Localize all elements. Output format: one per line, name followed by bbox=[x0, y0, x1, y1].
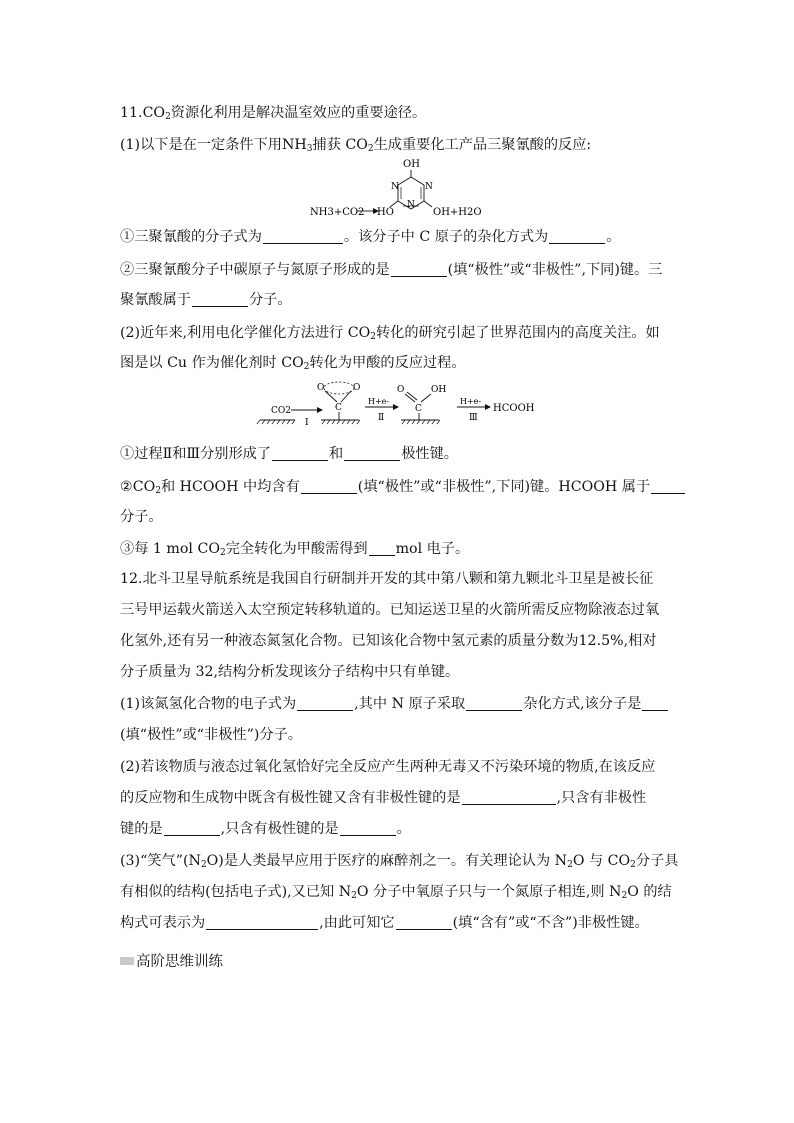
arrow-head-2 bbox=[393, 404, 399, 410]
ho-label: HO bbox=[377, 207, 394, 218]
section-header bbox=[120, 952, 223, 972]
oh-label: OH bbox=[431, 385, 447, 395]
section-marker-icon bbox=[120, 957, 134, 965]
arrow-head-3 bbox=[485, 404, 491, 410]
q12-part3-line1: (3)“笑气$”(N_2O)$是人类最早应用于医疗的麻醉剂之一。有关理论认为 $N_2O$ 与 $CO_2$分子具 bbox=[120, 853, 679, 870]
q12-part3-line3: 构式可表示为 ,由此可知它 (填“含有”或“不含”)非极性键。 bbox=[120, 915, 649, 931]
section-title: 高阶思维训练 bbox=[136, 954, 223, 970]
co2-reduction-process-diagram bbox=[255, 378, 545, 438]
hcooh-label: HCOOH bbox=[493, 403, 535, 414]
c-label-2: C bbox=[415, 404, 422, 414]
q12-part2-line1: (2)若该物质与液态过氧化氢恰好完全反应产生两种无毒又不污染环境的物质,在该反应 bbox=[120, 759, 656, 775]
q11-part1-intro: (1)以下是在一定条件下用$NH_3$捕获 $CO_2$生成重要化工产品三聚氰酸的反应: bbox=[120, 137, 592, 154]
q12-part1: (1)该氮氢化合物的电子式为 ,其中 N 原子采取 杂化方式,该分子是 bbox=[120, 694, 669, 714]
answer-blank-hybridization[interactable] bbox=[549, 229, 605, 244]
answer-blank-common-bond[interactable] bbox=[301, 479, 357, 494]
oh-top-label: OH bbox=[403, 159, 420, 170]
answer-blank-polar-only[interactable] bbox=[340, 821, 396, 836]
n-right-label: N bbox=[425, 182, 433, 192]
cyanuric-acid-reaction-diagram bbox=[305, 155, 505, 223]
step3-label: Ⅲ bbox=[469, 413, 478, 423]
q11-part2-item3: ③每 1 mol $CO_2$完全转化为甲酸需得到 mol 电子。 bbox=[120, 541, 470, 558]
q12-stem-line3: 化氢外,还有另一种液态氮氢化合物。已知该化合物中氢元素的质量分数为12.5%,相对 bbox=[120, 633, 657, 649]
q11-part2-intro: (2)近年来,利用电化学催化方法进行 $CO_2$转化的研究引起了世界范围内的高度关注。如 bbox=[120, 325, 660, 342]
surface-hatch-3 bbox=[402, 420, 440, 424]
answer-blank-molecule-type[interactable] bbox=[192, 292, 248, 307]
q12-part2-line2: 的反应物和生成物中既含有极性键又含有非极性键的是 ,只含有非极性 bbox=[120, 790, 647, 806]
answer-blank-step2-bond[interactable] bbox=[272, 446, 328, 461]
q11-part2-item1: ①过程Ⅱ和Ⅲ分别形成了 和 极性键。 bbox=[120, 446, 458, 462]
q12-stem-line1: 12.北斗卫星导航系统是我国自行研制并开发的其中第八颗和第九颗北斗卫星是被长征 bbox=[120, 571, 654, 587]
co2-label: CO2 bbox=[271, 406, 291, 416]
answer-blank-hcooh-type[interactable] bbox=[651, 479, 685, 494]
answer-blank-step3-bond[interactable] bbox=[344, 446, 400, 461]
answer-blank-electron-formula[interactable] bbox=[297, 696, 353, 711]
surface-hatch-1 bbox=[257, 420, 295, 424]
answer-blank-formula[interactable] bbox=[263, 229, 343, 244]
answer-blank-polarity[interactable] bbox=[642, 696, 668, 711]
answer-blank-structural-formula[interactable] bbox=[206, 915, 318, 930]
surface-hatch-2 bbox=[322, 420, 360, 424]
reagent-label-2: H+e- bbox=[460, 397, 482, 406]
q11-part2-item2: $②CO_2$和 HCOOH 中均含有 (填“极性”或“非极性”,下同)键。HCOOH 属于 bbox=[120, 477, 686, 497]
o-left-label: O bbox=[317, 383, 325, 393]
q12-stem-line2: 三号甲运载火箭送入太空预定转移轨道的。已知运送卫星的火箭所需反应物除液态过氧 bbox=[120, 602, 660, 618]
arrow-head-1 bbox=[317, 407, 323, 413]
answer-blank-n-hybridization[interactable] bbox=[466, 696, 522, 711]
q11-item2-cont: 聚氰酸属于 分子。 bbox=[120, 292, 292, 308]
o-label-2: O bbox=[397, 385, 405, 395]
q12-part3-line2: 有相似的结构(包括电子式),又已知 $N_2O$ 分子中氧原子只与一个氮原子相连,则 $N_2O$ 的结 bbox=[120, 884, 672, 901]
answer-blank-electrons[interactable] bbox=[369, 541, 395, 556]
answer-blank-nonpolar-only[interactable] bbox=[164, 821, 220, 836]
q12-part1-cont: (填“极性”或“非极性”)分子。 bbox=[120, 727, 302, 743]
answer-blank-bond-type[interactable] bbox=[391, 262, 447, 277]
step1-label: Ⅰ bbox=[305, 418, 309, 428]
answer-blank-contains[interactable] bbox=[396, 915, 452, 930]
reactants-label: NH3+CO2 bbox=[310, 207, 365, 218]
q11-title: $11.CO_2$资源化利用是解决温室效应的重要途径。 bbox=[120, 105, 427, 122]
q12-part2-line3: 键的是 ,只含有极性键的是 。 bbox=[120, 821, 411, 837]
answer-blank-both-bonds[interactable] bbox=[462, 790, 556, 805]
q11-item1: ①三聚氰酸的分子式为 。该分子中 C 原子的杂化方式为 。 bbox=[120, 229, 621, 245]
q11-item2: ②三聚氰酸分子中碳原子与氮原子形成的是 (填“极性”或“非极性”,下同)键。三 bbox=[120, 262, 663, 278]
q12-stem-line4: 分子质量为 32,结构分析发现该分子结构中只有单键。 bbox=[120, 664, 460, 680]
q11-part2-intro-cont: 图是以 Cu 作为催化剂时 $CO_2$转化为甲酸的反应过程。 bbox=[120, 355, 466, 372]
q11-part2-item2-cont: 分子。 bbox=[120, 509, 163, 525]
n-bottom-label: N bbox=[407, 200, 415, 210]
step2-label: Ⅱ bbox=[378, 413, 385, 423]
products-label: OH+H2O bbox=[433, 207, 482, 218]
n-left-label: N bbox=[391, 182, 399, 192]
c-label-1: C bbox=[335, 403, 342, 413]
o-right-label: O bbox=[353, 383, 361, 393]
reagent-label-1: H+e- bbox=[368, 397, 390, 406]
